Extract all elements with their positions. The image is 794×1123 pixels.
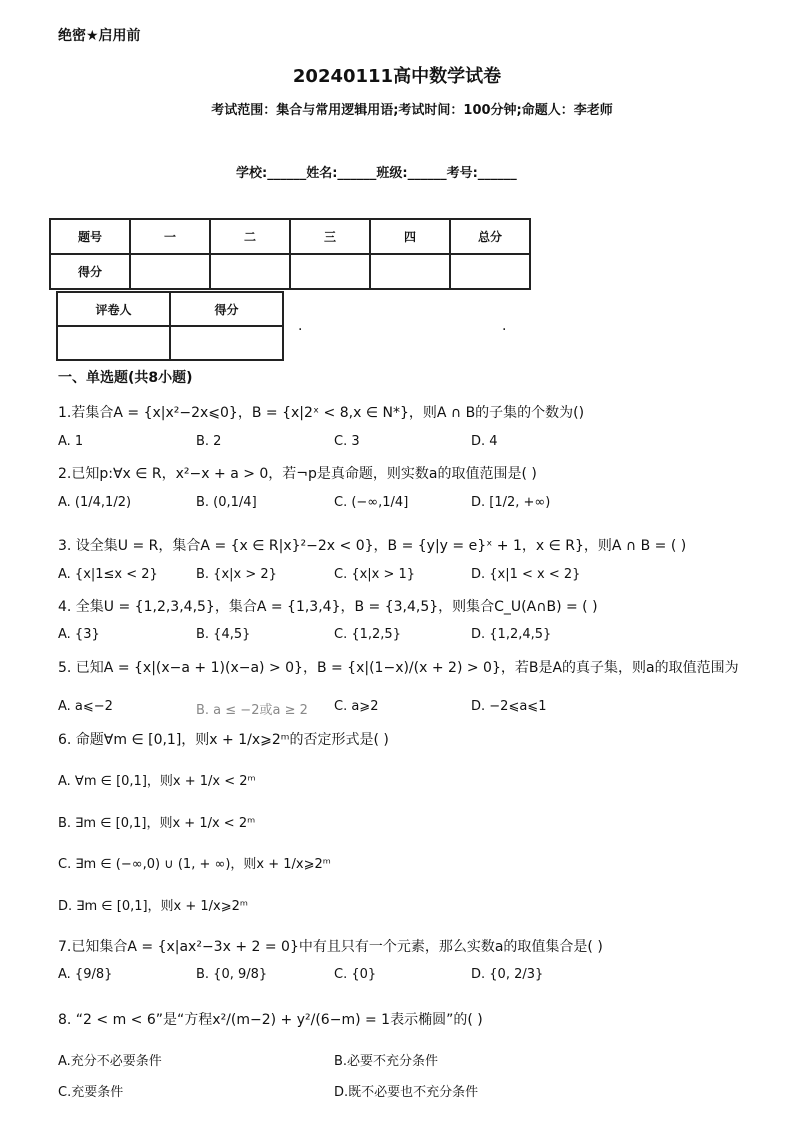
option-a[interactable]: A.充分不必要条件 <box>58 1054 162 1069</box>
option-c[interactable]: C. 3 <box>334 434 360 449</box>
score-header-cell: 二 <box>210 219 290 254</box>
option-a[interactable]: A. (1/4,1/2) <box>58 495 132 510</box>
grader-blank-cell[interactable] <box>57 326 170 360</box>
question-stem: 4. 全集U = {1,2,3,4,5}，集合A = {1,3,4}，B = {3,4,5}，则集合C_U(A∩B) = ( ) <box>58 599 598 615</box>
confidential-label: 绝密★启用前 <box>58 28 141 44</box>
option-c[interactable]: C. {x|x > 1} <box>334 567 416 582</box>
option-a[interactable]: A. {9/8} <box>58 967 113 982</box>
option-a[interactable]: A. ∀m ∈ [0,1]，则x + 1/x < 2ᵐ <box>58 774 256 789</box>
question-stem: 6. 命题∀m ∈ [0,1]，则x + 1/x⩾2ᵐ的否定形式是( ) <box>58 732 389 748</box>
score-row-label: 得分 <box>50 254 130 289</box>
grader-blank-cell[interactable] <box>170 326 283 360</box>
option-d[interactable]: D. {x|1 < x < 2} <box>471 567 581 582</box>
score-blank-cell[interactable] <box>450 254 530 289</box>
option-d[interactable]: D. [1/2, +∞) <box>471 495 551 510</box>
option-d[interactable]: D. −2⩽a⩽1 <box>471 699 547 714</box>
score-blank-cell[interactable] <box>370 254 450 289</box>
dot-mark: . <box>298 318 303 334</box>
score-blank-cell[interactable] <box>210 254 290 289</box>
exam-title: 20240111高中数学试卷 <box>292 66 502 87</box>
score-table <box>49 218 531 290</box>
option-b[interactable]: B. a ≤ −2或a ≥ 2 <box>196 703 308 718</box>
score-blank-cell[interactable] <box>130 254 210 289</box>
score-header-cell: 一 <box>130 219 210 254</box>
option-b[interactable]: B. {0, 9/8} <box>196 967 268 982</box>
option-c[interactable]: C. (−∞,1/4] <box>334 495 409 510</box>
option-d[interactable]: D. {1,2,4,5} <box>471 627 552 642</box>
score-table-score-row <box>50 254 530 289</box>
option-c[interactable]: C. {0} <box>334 967 377 982</box>
option-c[interactable]: C. ∃m ∈ (−∞,0) ∪ (1, + ∞)，则x + 1/x⩾2ᵐ <box>58 857 331 872</box>
grader-header-cell: 评卷人 <box>57 292 170 326</box>
option-c[interactable]: C. {1,2,5} <box>334 627 401 642</box>
score-header-cell: 三 <box>290 219 370 254</box>
score-blank-cell[interactable] <box>290 254 370 289</box>
option-a[interactable]: A. a⩽−2 <box>58 699 113 714</box>
option-d[interactable]: D.既不必要也不充分条件 <box>334 1085 479 1100</box>
option-d[interactable]: D. ∃m ∈ [0,1]，则x + 1/x⩾2ᵐ <box>58 899 249 914</box>
score-header-cell: 总分 <box>450 219 530 254</box>
question-stem: 1.若集合A = {x|x²−2x⩽0}，B = {x|2ˣ < 8,x ∈ N*}，则A ∩ B的子集的个数为() <box>58 405 585 421</box>
option-b[interactable]: B. {4,5} <box>196 627 251 642</box>
option-b[interactable]: B.必要不充分条件 <box>334 1054 439 1069</box>
option-a[interactable]: A. 1 <box>58 434 84 449</box>
option-b[interactable]: B. (0,1/4] <box>196 495 257 510</box>
question-stem: 7.已知集合A = {x|ax²−3x + 2 = 0}中有且只有一个元素，那么实数a的取值集合是( ) <box>58 939 603 955</box>
score-table-header-row <box>50 219 530 254</box>
exam-info: 考试范围：集合与常用逻辑用语;考试时间：100分钟;命题人：李老师 <box>211 103 613 118</box>
question-stem: 5. 已知A = {x|(x−a + 1)(x−a) > 0}，B = {x|(1−x)/(x + 2) > 0}，若B是A的真子集，则a的取值范围为 <box>58 660 739 676</box>
section-title: 一、单选题(共8小题) <box>58 370 193 386</box>
student-fields: 学校:______姓名:______班级:______考号:______ <box>236 166 517 181</box>
option-c[interactable]: C.充要条件 <box>58 1085 124 1100</box>
option-b[interactable]: B. {x|x > 2} <box>196 567 277 582</box>
dot-mark: . <box>502 318 507 334</box>
score-header-cell: 四 <box>370 219 450 254</box>
option-d[interactable]: D. 4 <box>471 434 498 449</box>
option-c[interactable]: C. a⩾2 <box>334 699 379 714</box>
option-a[interactable]: A. {3} <box>58 627 100 642</box>
grader-table <box>56 291 284 361</box>
option-d[interactable]: D. {0, 2/3} <box>471 967 544 982</box>
question-stem: 2.已知p:∀x ∈ R，x²−x + a > 0，若¬p是真命题，则实数a的取值范围是( ) <box>58 466 537 482</box>
question-stem: 8. “2 < m < 6”是“方程x²/(m−2) + y²/(6−m) = 1表示椭圆”的( ) <box>58 1012 483 1028</box>
question-stem: 3. 设全集U = R，集合A = {x ∈ R|x}²−2x < 0}，B = {y|y = e}ˣ + 1，x ∈ R}，则A ∩ B = ( ) <box>58 538 687 554</box>
score-header-cell: 题号 <box>50 219 130 254</box>
option-a[interactable]: A. {x|1≤x < 2} <box>58 567 158 582</box>
option-b[interactable]: B. ∃m ∈ [0,1]，则x + 1/x < 2ᵐ <box>58 816 256 831</box>
grader-header-cell: 得分 <box>170 292 283 326</box>
option-b[interactable]: B. 2 <box>196 434 222 449</box>
